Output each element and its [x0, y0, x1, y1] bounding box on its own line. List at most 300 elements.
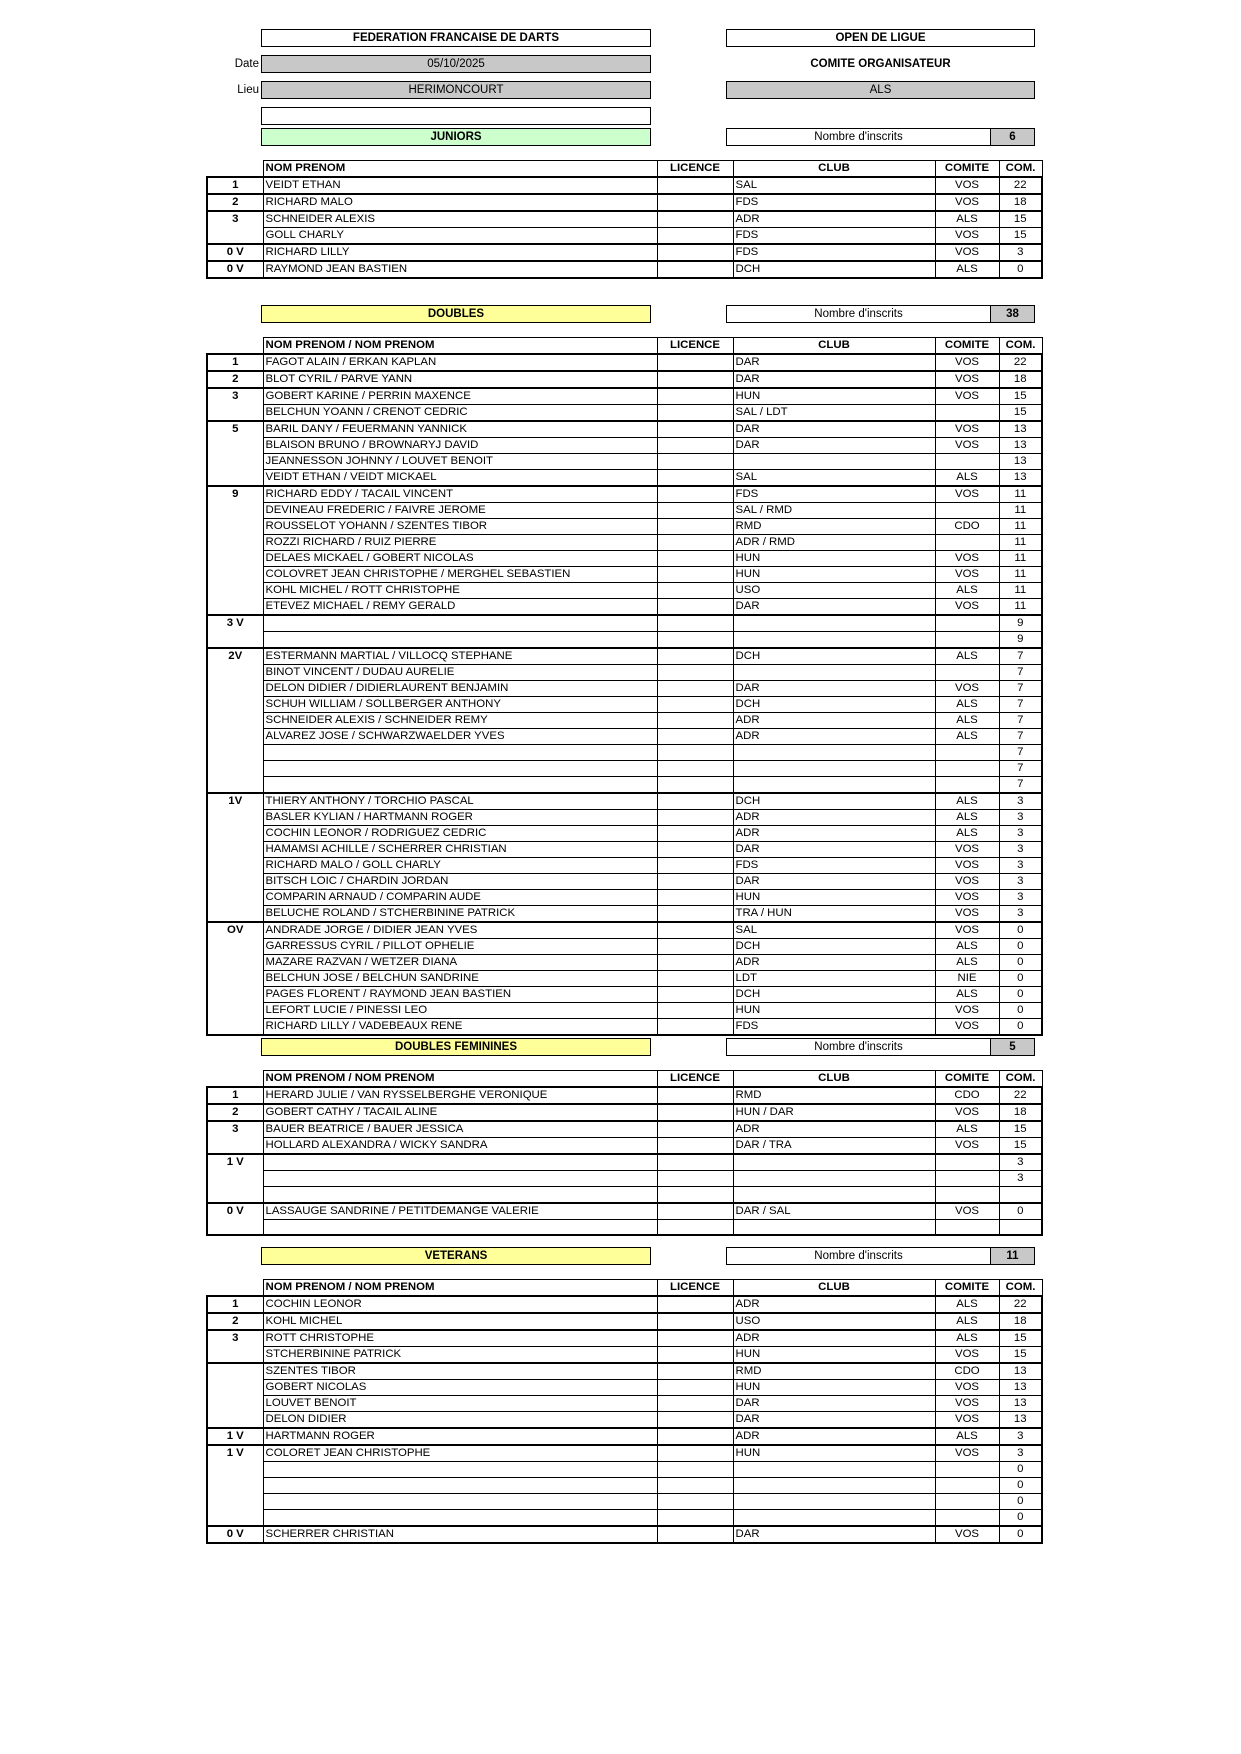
- rank-cell: 9: [207, 486, 263, 503]
- points-cell: 3: [999, 906, 1042, 923]
- licence-cell: [657, 1412, 733, 1429]
- name-cell: COMPARIN ARNAUD / COMPARIN AUDE: [263, 890, 657, 906]
- date-label: Date: [234, 58, 259, 70]
- points-cell: 11: [999, 599, 1042, 616]
- licence-cell: [657, 261, 733, 278]
- name-cell: LOUVET BENOIT: [263, 1396, 657, 1412]
- rank-cell: 3: [207, 1330, 263, 1347]
- points-cell: 3: [999, 810, 1042, 826]
- club-cell: ADR: [733, 1330, 935, 1347]
- name-cell: ESTERMANN MARTIAL / VILLOCQ STEPHANE: [263, 648, 657, 665]
- table-row: [207, 745, 1042, 761]
- club-cell: SAL: [733, 922, 935, 939]
- table-row: [207, 1445, 1042, 1462]
- rank-header: [207, 338, 263, 355]
- club-cell: [733, 1154, 935, 1171]
- rank-cell: [207, 454, 263, 470]
- club-cell: FDS: [733, 858, 935, 874]
- table-row: [207, 470, 1042, 487]
- table-row: [207, 1154, 1042, 1171]
- points-cell: 0: [999, 1478, 1042, 1494]
- club-cell: [733, 1187, 935, 1203]
- club-cell: [733, 1219, 935, 1235]
- licence-cell: [657, 354, 733, 371]
- club-cell: [733, 615, 935, 632]
- club-cell: DCH: [733, 987, 935, 1003]
- table-row: [207, 1428, 1042, 1445]
- name-cell: [263, 1462, 657, 1478]
- points-cell: 11: [999, 583, 1042, 599]
- club-cell: FDS: [733, 228, 935, 245]
- club-cell: DAR: [733, 371, 935, 388]
- name-cell: [263, 1154, 657, 1171]
- table-row: [207, 665, 1042, 681]
- comite-cell: VOS: [935, 858, 999, 874]
- licence-cell: [657, 745, 733, 761]
- comite-cell: ALS: [935, 1121, 999, 1138]
- club-cell: [733, 665, 935, 681]
- rank-cell: [207, 858, 263, 874]
- section-title: JUNIORS: [261, 128, 651, 146]
- comite-cell: ALS: [935, 1330, 999, 1347]
- comite-cell: VOS: [935, 421, 999, 438]
- table-row: [207, 1494, 1042, 1510]
- name-cell: [263, 1510, 657, 1527]
- points-cell: 15: [999, 405, 1042, 422]
- name-cell: LASSAUGE SANDRINE / PETITDEMANGE VALERIE: [263, 1203, 657, 1220]
- rank-cell: 2: [207, 1104, 263, 1121]
- table-row: [207, 777, 1042, 794]
- points-cell: 3: [999, 1154, 1042, 1171]
- table-row: [207, 1171, 1042, 1187]
- name-cell: COCHIN LEONOR / RODRIGUEZ CEDRIC: [263, 826, 657, 842]
- points-cell: 18: [999, 194, 1042, 211]
- column-header: COMITE: [935, 1071, 999, 1088]
- rank-cell: [207, 987, 263, 1003]
- comite-cell: ALS: [935, 697, 999, 713]
- club-cell: ADR: [733, 810, 935, 826]
- rank-cell: [207, 777, 263, 794]
- name-cell: [263, 1494, 657, 1510]
- club-cell: ADR: [733, 826, 935, 842]
- licence-cell: [657, 1330, 733, 1347]
- table-header: [207, 1280, 1042, 1297]
- name-cell: ROTT CHRISTOPHE: [263, 1330, 657, 1347]
- licence-cell: [657, 1428, 733, 1445]
- comite-cell: ALS: [935, 810, 999, 826]
- licence-cell: [657, 615, 733, 632]
- rank-cell: [207, 1363, 263, 1380]
- name-cell: BITSCH LOIC / CHARDIN JORDAN: [263, 874, 657, 890]
- club-cell: ADR: [733, 955, 935, 971]
- licence-cell: [657, 454, 733, 470]
- points-cell: 0: [999, 971, 1042, 987]
- name-cell: BLOT CYRIL / PARVE YANN: [263, 371, 657, 388]
- name-cell: COLORET JEAN CHRISTOPHE: [263, 1445, 657, 1462]
- table-row: [207, 177, 1042, 194]
- comite-cell: VOS: [935, 842, 999, 858]
- licence-cell: [657, 244, 733, 261]
- points-cell: 3: [999, 244, 1042, 261]
- table-row: [207, 1347, 1042, 1364]
- inscrits-label: Nombre d'inscrits: [726, 1247, 991, 1265]
- club-cell: [733, 632, 935, 649]
- licence-cell: [657, 438, 733, 454]
- licence-cell: [657, 228, 733, 245]
- name-cell: MAZARE RAZVAN / WETZER DIANA: [263, 955, 657, 971]
- comite-cell: VOS: [935, 371, 999, 388]
- rank-cell: [207, 405, 263, 422]
- name-cell: [263, 632, 657, 649]
- table-row: [207, 503, 1042, 519]
- name-cell: PAGES FLORENT / RAYMOND JEAN BASTIEN: [263, 987, 657, 1003]
- name-cell: RICHARD MALO / GOLL CHARLY: [263, 858, 657, 874]
- comite-cell: ALS: [935, 939, 999, 955]
- name-cell: BLAISON BRUNO / BROWNARYJ DAVID: [263, 438, 657, 454]
- name-cell: SCHNEIDER ALEXIS: [263, 211, 657, 228]
- licence-cell: [657, 890, 733, 906]
- name-cell: COCHIN LEONOR: [263, 1296, 657, 1313]
- points-cell: 3: [999, 826, 1042, 842]
- licence-cell: [657, 1462, 733, 1478]
- club-cell: TRA / HUN: [733, 906, 935, 923]
- points-cell: 13: [999, 1380, 1042, 1396]
- table-row: [207, 1296, 1042, 1313]
- comite-cell: [935, 665, 999, 681]
- column-header: CLUB: [733, 1280, 935, 1297]
- name-cell: ETEVEZ MICHAEL / REMY GERALD: [263, 599, 657, 616]
- column-header: COM.: [999, 161, 1042, 178]
- name-cell: ROUSSELOT YOHANN / SZENTES TIBOR: [263, 519, 657, 535]
- table-row: [207, 793, 1042, 810]
- name-cell: [263, 777, 657, 794]
- licence-cell: [657, 1510, 733, 1527]
- points-cell: [999, 1187, 1042, 1203]
- table-row: [207, 1396, 1042, 1412]
- name-cell: ALVAREZ JOSE / SCHWARZWAELDER YVES: [263, 729, 657, 745]
- comite-cell: VOS: [935, 1104, 999, 1121]
- licence-cell: [657, 1187, 733, 1203]
- rank-cell: [207, 697, 263, 713]
- points-cell: 9: [999, 632, 1042, 649]
- club-cell: DCH: [733, 261, 935, 278]
- rank-cell: [207, 729, 263, 745]
- column-header: CLUB: [733, 1071, 935, 1088]
- date-field: 05/10/2025: [261, 55, 651, 73]
- comite-cell: [935, 1462, 999, 1478]
- licence-cell: [657, 697, 733, 713]
- comite-cell: VOS: [935, 1380, 999, 1396]
- results-table: [206, 337, 1043, 1036]
- points-cell: 7: [999, 697, 1042, 713]
- licence-cell: [657, 194, 733, 211]
- comite-cell: [935, 1478, 999, 1494]
- comite-cell: ALS: [935, 261, 999, 278]
- comite-cell: [935, 615, 999, 632]
- licence-cell: [657, 874, 733, 890]
- club-cell: DAR / TRA: [733, 1138, 935, 1155]
- results-table: [206, 1279, 1043, 1544]
- lieu-label: Lieu: [237, 84, 259, 96]
- table-row: [207, 1526, 1042, 1543]
- comite-cell: VOS: [935, 1138, 999, 1155]
- licence-cell: [657, 1380, 733, 1396]
- name-cell: VEIDT ETHAN / VEIDT MICKAEL: [263, 470, 657, 487]
- club-cell: SAL: [733, 177, 935, 194]
- rank-cell: 1 V: [207, 1445, 263, 1462]
- licence-cell: [657, 567, 733, 583]
- points-cell: 15: [999, 1138, 1042, 1155]
- name-cell: RAYMOND JEAN BASTIEN: [263, 261, 657, 278]
- club-cell: ADR: [733, 211, 935, 228]
- name-cell: HARTMANN ROGER: [263, 1428, 657, 1445]
- rank-cell: 2: [207, 371, 263, 388]
- rank-cell: [207, 826, 263, 842]
- column-header: LICENCE: [657, 161, 733, 178]
- comite-cell: ALS: [935, 987, 999, 1003]
- points-cell: 3: [999, 890, 1042, 906]
- rank-cell: [207, 1019, 263, 1036]
- rank-cell: [207, 939, 263, 955]
- rank-cell: [207, 228, 263, 245]
- club-cell: SAL: [733, 470, 935, 487]
- name-cell: [263, 1171, 657, 1187]
- rank-header: [207, 1280, 263, 1297]
- comite-cell: [935, 405, 999, 422]
- club-cell: RMD: [733, 1363, 935, 1380]
- comite-cell: VOS: [935, 177, 999, 194]
- licence-cell: [657, 1203, 733, 1220]
- comite-cell: [935, 1494, 999, 1510]
- club-cell: DAR: [733, 1526, 935, 1543]
- comite-label: COMITE ORGANISATEUR: [810, 58, 951, 70]
- points-cell: 7: [999, 761, 1042, 777]
- rank-header: [207, 1071, 263, 1088]
- name-cell: DELON DIDIER / DIDIERLAURENT BENJAMIN: [263, 681, 657, 697]
- table-row: [207, 583, 1042, 599]
- licence-cell: [657, 371, 733, 388]
- name-cell: SCHNEIDER ALEXIS / SCHNEIDER REMY: [263, 713, 657, 729]
- club-cell: ADR: [733, 713, 935, 729]
- rank-cell: 2: [207, 194, 263, 211]
- points-cell: 3: [999, 1445, 1042, 1462]
- points-cell: 13: [999, 438, 1042, 454]
- licence-cell: [657, 535, 733, 551]
- points-cell: 0: [999, 922, 1042, 939]
- inscrits-count: 6: [990, 128, 1035, 146]
- licence-cell: [657, 211, 733, 228]
- club-cell: FDS: [733, 194, 935, 211]
- results-table: [206, 160, 1043, 279]
- comite-cell: ALS: [935, 826, 999, 842]
- comite-cell: ALS: [935, 793, 999, 810]
- table-row: [207, 1330, 1042, 1347]
- points-cell: 15: [999, 1347, 1042, 1364]
- comite-cell: [935, 454, 999, 470]
- licence-cell: [657, 922, 733, 939]
- licence-cell: [657, 503, 733, 519]
- comite-cell: VOS: [935, 194, 999, 211]
- table-row: [207, 826, 1042, 842]
- licence-cell: [657, 177, 733, 194]
- club-cell: HUN: [733, 388, 935, 405]
- comite-cell: ALS: [935, 955, 999, 971]
- rank-cell: [207, 438, 263, 454]
- rank-cell: 0 V: [207, 1203, 263, 1220]
- comite-cell: ALS: [935, 583, 999, 599]
- table-row: [207, 194, 1042, 211]
- licence-cell: [657, 1526, 733, 1543]
- table-row: [207, 729, 1042, 745]
- points-cell: 3: [999, 1171, 1042, 1187]
- table-row: [207, 371, 1042, 388]
- licence-cell: [657, 599, 733, 616]
- licence-cell: [657, 1121, 733, 1138]
- points-cell: 22: [999, 1296, 1042, 1313]
- name-cell: KOHL MICHEL / ROTT CHRISTOPHE: [263, 583, 657, 599]
- rank-cell: 1: [207, 354, 263, 371]
- points-cell: 0: [999, 1003, 1042, 1019]
- licence-cell: [657, 987, 733, 1003]
- points-cell: 7: [999, 729, 1042, 745]
- rank-cell: [207, 955, 263, 971]
- rank-cell: [207, 583, 263, 599]
- licence-cell: [657, 665, 733, 681]
- club-cell: ADR: [733, 1121, 935, 1138]
- table-row: [207, 354, 1042, 371]
- name-cell: ANDRADE JORGE / DIDIER JEAN YVES: [263, 922, 657, 939]
- table-row: [207, 1104, 1042, 1121]
- rank-cell: [207, 1494, 263, 1510]
- column-header: CLUB: [733, 338, 935, 355]
- club-cell: HUN: [733, 1347, 935, 1364]
- table-header: [207, 161, 1042, 178]
- club-cell: FDS: [733, 1019, 935, 1036]
- points-cell: 7: [999, 713, 1042, 729]
- club-cell: RMD: [733, 1087, 935, 1104]
- table-row: [207, 890, 1042, 906]
- results-table: [206, 1070, 1043, 1236]
- licence-cell: [657, 761, 733, 777]
- club-cell: HUN: [733, 890, 935, 906]
- points-cell: 22: [999, 177, 1042, 194]
- rank-cell: [207, 761, 263, 777]
- rank-cell: [207, 567, 263, 583]
- section-title: DOUBLES FEMININES: [261, 1038, 651, 1056]
- points-cell: 7: [999, 681, 1042, 697]
- licence-cell: [657, 648, 733, 665]
- rank-cell: [207, 874, 263, 890]
- comite-cell: VOS: [935, 906, 999, 923]
- rank-cell: 0 V: [207, 1526, 263, 1543]
- name-cell: FAGOT ALAIN / ERKAN KAPLAN: [263, 354, 657, 371]
- club-cell: FDS: [733, 244, 935, 261]
- federation-title: FEDERATION FRANCAISE DE DARTS: [261, 29, 651, 47]
- club-cell: [733, 1171, 935, 1187]
- licence-cell: [657, 1154, 733, 1171]
- licence-cell: [657, 826, 733, 842]
- points-cell: 0: [999, 1462, 1042, 1478]
- comite-cell: VOS: [935, 1396, 999, 1412]
- points-cell: 7: [999, 665, 1042, 681]
- points-cell: 0: [999, 1494, 1042, 1510]
- table-row: [207, 551, 1042, 567]
- points-cell: 0: [999, 261, 1042, 278]
- comite-cell: VOS: [935, 567, 999, 583]
- rank-cell: 1 V: [207, 1428, 263, 1445]
- licence-cell: [657, 1003, 733, 1019]
- table-row: [207, 1219, 1042, 1235]
- table-row: [207, 535, 1042, 551]
- comite-cell: [935, 745, 999, 761]
- points-cell: 3: [999, 842, 1042, 858]
- club-cell: [733, 745, 935, 761]
- club-cell: ADR: [733, 1296, 935, 1313]
- comite-cell: ALS: [935, 1296, 999, 1313]
- table-row: [207, 1478, 1042, 1494]
- licence-cell: [657, 1478, 733, 1494]
- licence-cell: [657, 1363, 733, 1380]
- points-cell: 3: [999, 858, 1042, 874]
- club-cell: HUN: [733, 551, 935, 567]
- rank-cell: [207, 681, 263, 697]
- table-row: [207, 939, 1042, 955]
- inscrits-count: 38: [990, 305, 1035, 323]
- club-cell: USO: [733, 1313, 935, 1330]
- comite-cell: VOS: [935, 1203, 999, 1220]
- table-header: [207, 338, 1042, 355]
- name-cell: RICHARD EDDY / TACAIL VINCENT: [263, 486, 657, 503]
- points-cell: 22: [999, 1087, 1042, 1104]
- table-row: [207, 648, 1042, 665]
- licence-cell: [657, 470, 733, 487]
- name-cell: [263, 761, 657, 777]
- column-header: NOM PRENOM / NOM PRENOM: [263, 1280, 657, 1297]
- rank-cell: 1: [207, 1296, 263, 1313]
- inscrits-label: Nombre d'inscrits: [726, 128, 991, 146]
- club-cell: DAR: [733, 874, 935, 890]
- table-row: [207, 955, 1042, 971]
- name-cell: RICHARD LILLY: [263, 244, 657, 261]
- name-cell: GOBERT NICOLAS: [263, 1380, 657, 1396]
- column-header: COM.: [999, 1071, 1042, 1088]
- comite-field: ALS: [726, 81, 1035, 99]
- inscrits-label: Nombre d'inscrits: [726, 305, 991, 323]
- licence-cell: [657, 1296, 733, 1313]
- comite-cell: CDO: [935, 1363, 999, 1380]
- club-cell: SAL / RMD: [733, 503, 935, 519]
- table-row: [207, 810, 1042, 826]
- table-row: [207, 1380, 1042, 1396]
- rank-cell: [207, 535, 263, 551]
- name-cell: DELON DIDIER: [263, 1412, 657, 1429]
- table-row: [207, 211, 1042, 228]
- points-cell: 18: [999, 1313, 1042, 1330]
- points-cell: 0: [999, 1019, 1042, 1036]
- comite-cell: CDO: [935, 1087, 999, 1104]
- lieu-field: HERIMONCOURT: [261, 81, 651, 99]
- table-row: [207, 761, 1042, 777]
- column-header: LICENCE: [657, 338, 733, 355]
- licence-cell: [657, 793, 733, 810]
- comite-cell: VOS: [935, 599, 999, 616]
- points-cell: 13: [999, 1363, 1042, 1380]
- comite-cell: ALS: [935, 729, 999, 745]
- comite-cell: VOS: [935, 388, 999, 405]
- rank-cell: [207, 470, 263, 487]
- points-cell: 18: [999, 371, 1042, 388]
- club-cell: ADR / RMD: [733, 535, 935, 551]
